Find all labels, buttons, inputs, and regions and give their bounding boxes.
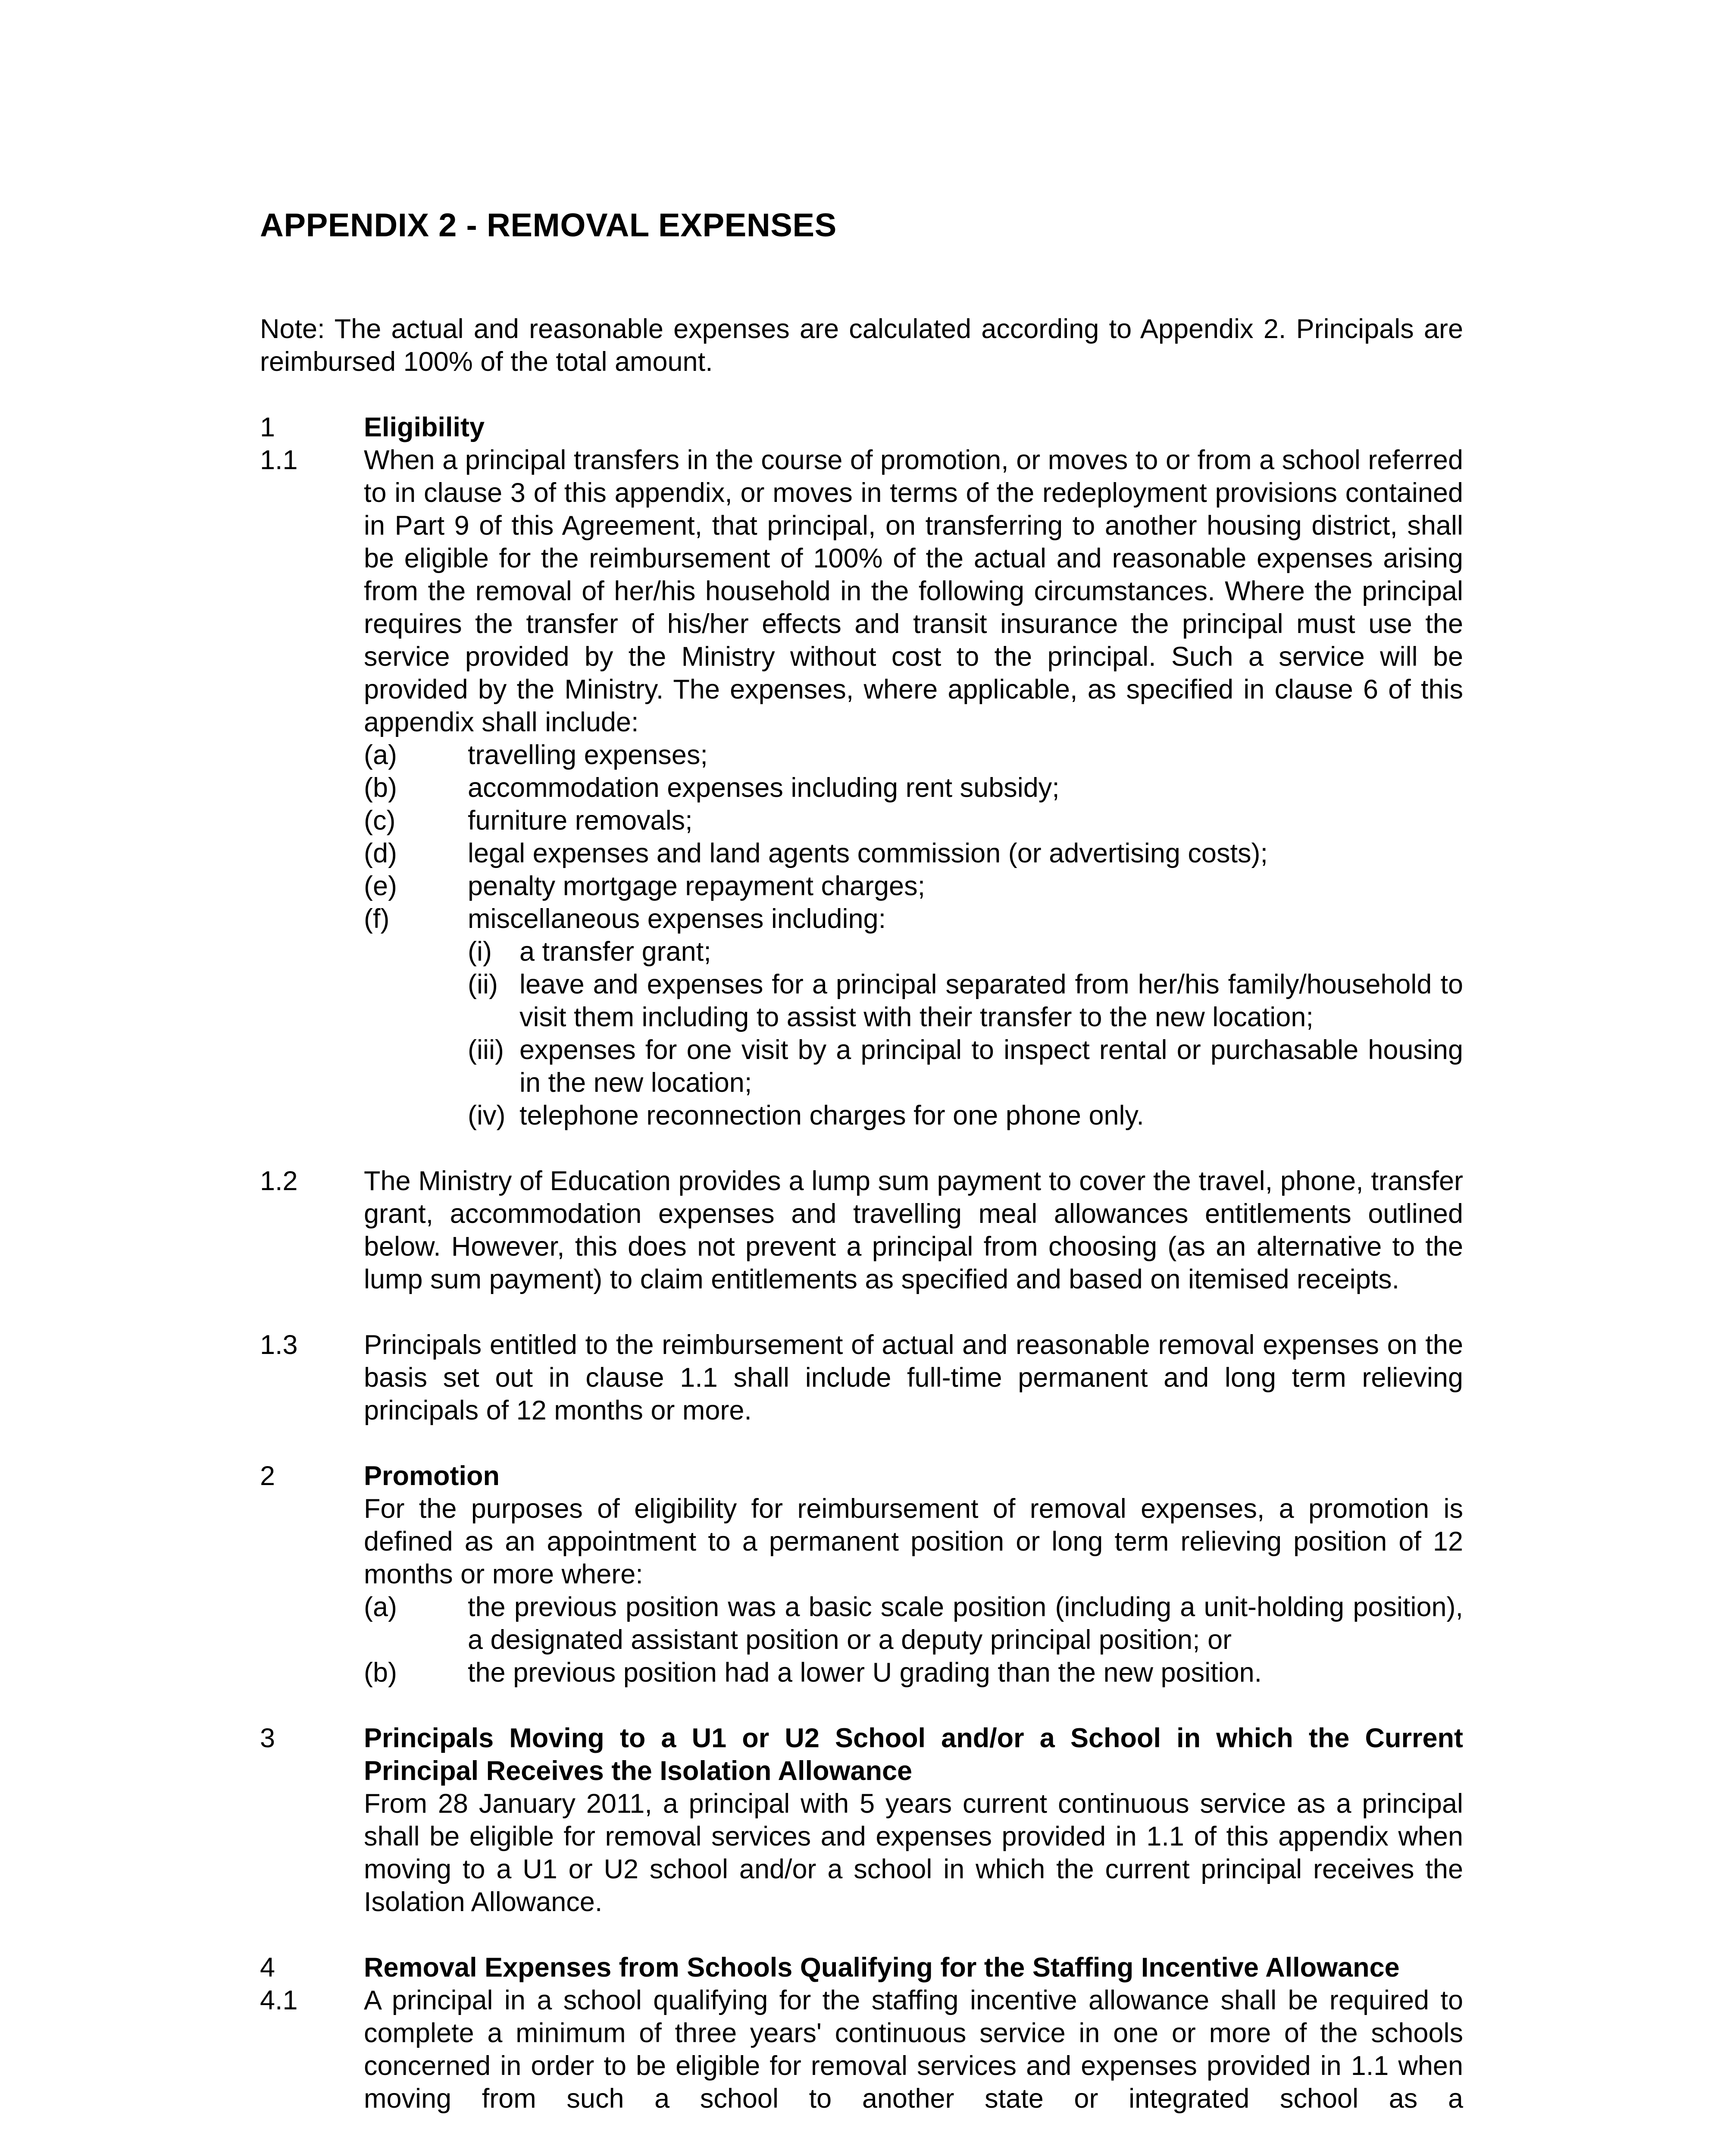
clause-number: 4.1 xyxy=(260,1985,298,2015)
list-text: the previous position had a lower U grading than the new position. xyxy=(468,1658,1262,1688)
sub-list xyxy=(468,935,1463,1132)
list-item xyxy=(364,837,1463,870)
section-text: From 28 January 2011, a principal with 5 years current continuous service as a principal shall be eligible for removal services and expenses provided in 1.1 of this appendix when moving to a U1 or U2 school and/or a school in which the current principal receives the Isolation Allowance. xyxy=(364,1789,1463,1917)
list-marker: (b) xyxy=(364,773,397,803)
expense-list xyxy=(364,739,1463,1132)
list-text: legal expenses and land agents commission (or advertising costs); xyxy=(468,838,1268,868)
sub-list-item xyxy=(468,935,1463,968)
section-text: For the purposes of eligibility for reimbursement of removal expenses, a promotion is defined as an appointment to a permanent position or long term relieving position of 12 months or more where: xyxy=(364,1494,1463,1589)
sub-list-text: a transfer grant; xyxy=(519,937,711,967)
list-text: accommodation expenses including rent subsidy; xyxy=(468,773,1060,803)
sub-list-item xyxy=(468,968,1463,1034)
clause-text: The Ministry of Education provides a lump sum payment to cover the travel, phone, transfer grant, accommodation expenses and travelling meal allowances entitlements outlined below. However, this does not prevent a principal from choosing (as an alternative to the lump sum payment) to claim entitlements as specified and based on itemised receipts. xyxy=(364,1166,1463,1294)
list-item xyxy=(364,1656,1463,1689)
section-heading: Removal Expenses from Schools Qualifying for the Staffing Incentive Allowance xyxy=(364,1952,1400,1983)
section-isolation-allowance xyxy=(260,1722,1463,1918)
list-item xyxy=(364,903,1463,1132)
clause-text: When a principal transfers in the course of promotion, or moves to or from a school referred to in clause 3 of this appendix, or moves in terms of the redeployment provisions contained in Part 9 of this Agreement, that principal, on transferring to another housing district, shall be eligible for the reimbursement of 100% of the actual and reasonable expenses arising from the removal of her/his household in the following circumstances. Where the principal requires the transfer of his/her effects and transit insurance the principal must use the service provided by the Ministry without cost to the principal. Such a service will be provided by the Ministry. The expenses, where applicable, as specified in clause 6 of this appendix shall include: xyxy=(364,445,1463,737)
sub-list-item xyxy=(468,1099,1463,1132)
list-marker: (d) xyxy=(364,838,397,868)
sub-list-text: telephone reconnection charges for one phone only. xyxy=(519,1100,1144,1131)
clause-text: A principal in a school qualifying for the staffing incentive allowance shall be required to complete a minimum of three years' continuous service in one or more of the schools concerned in order to be eligible for removal services and expenses provided in 1.1 when moving from such a school to another state or integrated school as a xyxy=(364,1985,1463,2114)
clause-number: 1.2 xyxy=(260,1166,298,1196)
sub-list-item xyxy=(468,1034,1463,1099)
clause-number: 1.3 xyxy=(260,1330,298,1360)
page-title: APPENDIX 2 - REMOVAL EXPENSES xyxy=(260,207,837,244)
clause-1-3 xyxy=(260,1329,1463,1427)
list-item xyxy=(364,739,1463,771)
clause-text: Principals entitled to the reimbursement of actual and reasonable removal expenses on the basis set out in clause 1.1 shall include full-time permanent and long term relieving principals of 12 months or more. xyxy=(364,1330,1463,1426)
section-staffing-incentive xyxy=(260,1951,1463,1984)
section-promotion xyxy=(260,1460,1463,1689)
list-text: furniture removals; xyxy=(468,805,693,836)
clause-4-1 xyxy=(260,1984,1463,2115)
list-item xyxy=(364,1591,1463,1656)
list-marker: (a) xyxy=(364,1592,397,1622)
section-number: 3 xyxy=(260,1723,275,1753)
list-item xyxy=(364,804,1463,837)
sub-list-marker: (i) xyxy=(468,937,492,967)
section-heading: Principals Moving to a U1 or U2 School and/or a School in which the Current Principal Receives the Isolation Allowance xyxy=(364,1723,1463,1786)
section-heading: Eligibility xyxy=(364,412,485,442)
section-heading: Promotion xyxy=(364,1461,500,1491)
list-text: penalty mortgage repayment charges; xyxy=(468,871,926,901)
sub-list-text: expenses for one visit by a principal to inspect rental or purchasable housing in the new location; xyxy=(519,1035,1463,1098)
sub-list-marker: (ii) xyxy=(468,969,498,1000)
section-eligibility xyxy=(260,411,1463,444)
list-text: the previous position was a basic scale position (including a unit-holding position), a designated assistant position or a deputy principal position; or xyxy=(468,1592,1463,1655)
list-marker: (b) xyxy=(364,1658,397,1688)
sub-list-text: leave and expenses for a principal separated from her/his family/household to visit them including to assist with their transfer to the new location; xyxy=(519,969,1463,1032)
clause-number: 1.1 xyxy=(260,445,298,475)
clause-1-2 xyxy=(260,1165,1463,1296)
clause-1-1 xyxy=(260,444,1463,1132)
section-number: 4 xyxy=(260,1952,275,1983)
section-number: 1 xyxy=(260,412,275,442)
list-marker: (a) xyxy=(364,740,397,770)
section-number: 2 xyxy=(260,1461,275,1491)
document-body xyxy=(260,313,1463,2115)
promotion-list xyxy=(364,1591,1463,1689)
sub-list-marker: (iv) xyxy=(468,1100,506,1131)
list-marker: (f) xyxy=(364,904,390,934)
list-marker: (c) xyxy=(364,805,396,836)
sub-list-marker: (iii) xyxy=(468,1035,504,1065)
list-item xyxy=(364,870,1463,903)
list-item xyxy=(364,771,1463,804)
note-paragraph: Note: The actual and reasonable expenses are calculated according to Appendix 2. Principals are reimbursed 100% of the total amount. xyxy=(260,314,1463,377)
list-text: miscellaneous expenses including: xyxy=(468,904,886,934)
list-marker: (e) xyxy=(364,871,397,901)
list-text: travelling expenses; xyxy=(468,740,708,770)
